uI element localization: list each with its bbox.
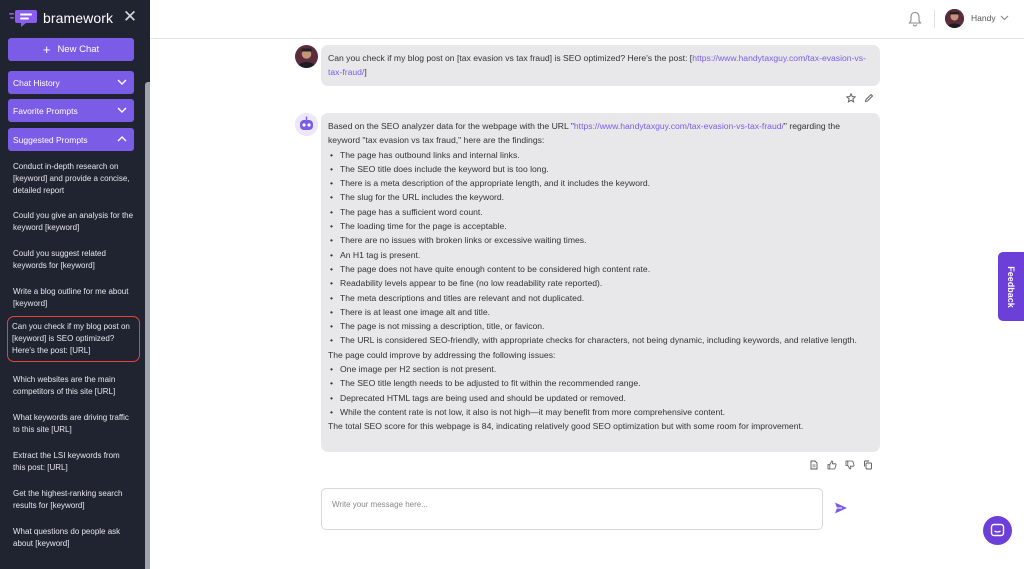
suggested-prompts-toggle[interactable] bbox=[8, 128, 134, 151]
finding-item: • Readability levels appear to be fine (no low readability rate reported). bbox=[328, 276, 873, 290]
finding-item: • The page does not have quite enough content to be considered high content rate. bbox=[328, 262, 873, 276]
new-chat-label: New Chat bbox=[57, 44, 100, 55]
improvements-list bbox=[328, 362, 873, 419]
copy-icon[interactable] bbox=[863, 460, 873, 470]
star-icon[interactable] bbox=[846, 93, 856, 103]
assistant-avatar bbox=[295, 113, 318, 136]
prompt-item[interactable]: What questions do people ask about [keyword] bbox=[13, 527, 121, 548]
assistant-intro-text: Based on the SEO analyzer data for the webpage with the URL " bbox=[328, 121, 574, 131]
message-input-placeholder: Write your message here... bbox=[332, 500, 428, 509]
favorite-prompts-toggle[interactable] bbox=[8, 99, 134, 122]
avatar-image bbox=[945, 9, 964, 28]
new-chat-button[interactable] bbox=[8, 38, 134, 61]
assistant-intro-text-end: " regarding the keyword "tax evasion vs tax fraud," here are the findings: bbox=[328, 121, 840, 146]
bramework-logo-icon bbox=[9, 8, 39, 28]
improvement-item: • Deprecated HTML tags are being used and should be updated or removed. bbox=[328, 391, 873, 405]
divider bbox=[934, 10, 935, 28]
sidebar bbox=[0, 0, 150, 569]
chevron-down-icon[interactable] bbox=[1000, 14, 1009, 21]
finding-item: • There is a meta description of the appropriate length, and it includes the keyword. bbox=[328, 176, 873, 190]
suggested-prompts-label: Suggested Prompts bbox=[13, 134, 88, 145]
improvement-item: • One image per H2 section is not present. bbox=[328, 362, 873, 376]
user-name[interactable]: Handy bbox=[971, 13, 996, 23]
support-chat-button[interactable] bbox=[983, 516, 1012, 545]
chat-bubble-icon bbox=[983, 516, 1012, 545]
brand bbox=[9, 8, 113, 28]
assistant-message-actions bbox=[809, 460, 873, 470]
assistant-message-bubble bbox=[321, 113, 880, 452]
prompt-item[interactable]: Could you suggest related keywords for [keyword] bbox=[13, 249, 106, 270]
finding-item: • An H1 tag is present. bbox=[328, 248, 873, 262]
finding-item: • The loading time for the page is acceptable. bbox=[328, 219, 873, 233]
finding-item: • The page has a sufficient word count. bbox=[328, 205, 873, 219]
chevron-down-icon bbox=[117, 106, 127, 114]
feedback-label: Feedback bbox=[1006, 265, 1016, 308]
assistant-intro-link[interactable]: https://www.handytaxguy.com/tax-evasion-vs-tax-fraud/ bbox=[573, 121, 784, 131]
sidebar-scrollbar[interactable] bbox=[145, 82, 150, 569]
prompt-item[interactable]: Which websites are the main competitors of this site [URL] bbox=[13, 375, 116, 396]
plus-icon: + bbox=[42, 42, 51, 57]
finding-item: • The URL is considered SEO-friendly, with appropriate checks for characters, not being dynamic, including keywords, and relative length. bbox=[328, 333, 873, 347]
user-message-actions bbox=[846, 93, 874, 103]
improvement-item: • While the content rate is not low, it also is not high—it may benefit from more comprehensive content. bbox=[328, 405, 873, 419]
user-message-link[interactable]: https://www.handytaxguy.com/tax-evasion-vs-tax-fraud/ bbox=[328, 53, 866, 78]
document-icon[interactable] bbox=[809, 460, 819, 470]
user-message-text: Can you check if my blog post on [tax evasion vs tax fraud] is SEO optimized? Here's the post: [ bbox=[328, 53, 693, 63]
prompt-item[interactable]: Could you give an analysis for the keyword [keyword] bbox=[13, 211, 134, 232]
user-avatar[interactable] bbox=[945, 9, 964, 28]
finding-item: • The SEO title does include the keyword but is too long. bbox=[328, 162, 873, 176]
finding-item: • There is at least one image alt and title. bbox=[328, 305, 873, 319]
avatar-image bbox=[295, 45, 318, 68]
user-message-bubble bbox=[321, 45, 880, 86]
prompt-item[interactable]: Extract the LSI keywords from this post: [URL] bbox=[13, 451, 120, 472]
send-icon[interactable] bbox=[834, 501, 848, 515]
prompt-item[interactable]: Conduct in-depth research on [keyword] and provide a concise, detailed report bbox=[13, 162, 130, 195]
chevron-down-icon bbox=[117, 78, 127, 86]
findings-list bbox=[328, 148, 873, 348]
summary-text: The total SEO score for this webpage is 84, indicating relatively good SEO optimization but with some room for improvement. bbox=[328, 421, 804, 432]
chevron-up-icon bbox=[117, 135, 127, 143]
prompt-item[interactable]: Write a blog outline for me about [keyword] bbox=[13, 287, 129, 308]
thumbs-up-icon[interactable] bbox=[827, 460, 837, 470]
improve-heading: The page could improve by addressing the following issues: bbox=[328, 349, 556, 360]
bot-icon bbox=[295, 113, 318, 136]
chat-history-label: Chat History bbox=[13, 77, 60, 88]
user-message-avatar bbox=[295, 45, 318, 68]
close-sidebar-icon[interactable]: ✕ bbox=[122, 7, 138, 26]
feedback-tab[interactable] bbox=[998, 252, 1024, 321]
brand-name: bramework bbox=[43, 10, 114, 26]
top-bar bbox=[150, 0, 1024, 39]
user-message-text-end: ] bbox=[364, 67, 367, 78]
prompt-item[interactable]: Get the highest-ranking search results for [keyword] bbox=[13, 489, 123, 510]
finding-item: • The slug for the URL includes the keyword. bbox=[328, 190, 873, 204]
sidebar-content bbox=[0, 0, 145, 569]
improvement-item: • The SEO title length needs to be adjusted to fit within the recommended range. bbox=[328, 376, 873, 390]
finding-item: • The page has outbound links and internal links. bbox=[328, 148, 873, 162]
finding-item: • There are no issues with broken links or excessive waiting times. bbox=[328, 233, 873, 247]
favorite-prompts-label: Favorite Prompts bbox=[13, 105, 78, 116]
finding-item: • The page is not missing a description, title, or favicon. bbox=[328, 319, 873, 333]
thumbs-down-icon[interactable] bbox=[845, 460, 855, 470]
finding-item: • The meta descriptions and titles are relevant and not duplicated. bbox=[328, 291, 873, 305]
edit-pencil-icon[interactable] bbox=[864, 93, 874, 103]
assistant-intro bbox=[328, 119, 873, 148]
message-input[interactable] bbox=[321, 488, 823, 530]
prompt-item-selected[interactable]: Can you check if my blog post on [keyword] is SEO optimized? Here's the post: [URL] bbox=[7, 316, 140, 362]
bell-icon[interactable] bbox=[908, 11, 922, 27]
chat-history-toggle[interactable] bbox=[8, 71, 134, 94]
prompt-item[interactable]: What keywords are driving traffic to this site [URL] bbox=[13, 413, 129, 434]
